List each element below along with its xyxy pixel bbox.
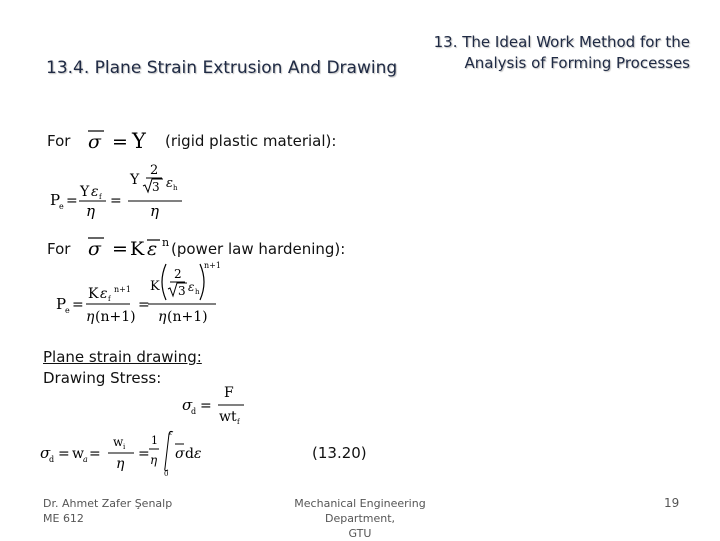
svg-text:wt: wt — [219, 409, 237, 425]
svg-text:σ: σ — [88, 131, 101, 153]
svg-text:ε: ε — [147, 238, 158, 260]
svg-text:1: 1 — [151, 434, 158, 447]
svg-text:ε: ε — [100, 286, 108, 302]
svg-text:η: η — [150, 202, 159, 220]
svg-text:n: n — [162, 236, 170, 249]
svg-text:=: = — [110, 193, 122, 209]
svg-text:ε: ε — [169, 430, 173, 437]
svg-text:Y: Y — [130, 172, 140, 188]
svg-text:n+1: n+1 — [114, 285, 131, 294]
svg-text:e: e — [65, 306, 70, 315]
svg-text:P: P — [56, 295, 67, 313]
svg-text:Y: Y — [80, 184, 90, 200]
footer-author: Dr. Ahmet Zafer Şenalp — [43, 497, 173, 510]
drawing-stress-label: Drawing Stress: — [43, 369, 162, 387]
svg-text:P: P — [50, 191, 61, 209]
footer-department-block — [260, 496, 460, 541]
svg-text:=: = — [58, 446, 70, 462]
svg-text:σ: σ — [175, 446, 185, 462]
drawing-stress-integral — [38, 428, 218, 476]
chapter-title-line2: Analysis of Forming Processes — [464, 54, 690, 72]
svg-text:η: η — [116, 456, 125, 472]
svg-text:(n+1): (n+1) — [167, 309, 208, 325]
footer-course: ME 612 — [43, 512, 84, 525]
rigid-material-note: (rigid plastic material): — [165, 132, 337, 150]
svg-text:=: = — [66, 193, 78, 209]
svg-text:2: 2 — [174, 267, 182, 281]
pressure-formula-power — [54, 258, 234, 330]
svg-text:η: η — [150, 453, 158, 467]
svg-text:w: w — [72, 446, 84, 462]
page-number: 19 — [664, 496, 680, 510]
chapter-title — [390, 32, 690, 74]
svg-text:i: i — [123, 443, 126, 451]
svg-text:=: = — [112, 238, 128, 260]
yield-equation — [84, 122, 164, 156]
footer-department: Mechanical Engineering Department, — [294, 497, 426, 525]
svg-text:2: 2 — [150, 163, 159, 178]
svg-text:ε: ε — [91, 184, 99, 200]
svg-text:σ: σ — [182, 396, 193, 414]
svg-text:K: K — [150, 279, 160, 294]
svg-text:e: e — [59, 202, 64, 211]
svg-text:0: 0 — [164, 470, 169, 476]
power-law-note: (power law hardening): — [171, 240, 346, 258]
svg-text:w: w — [113, 435, 124, 449]
svg-text:σ: σ — [40, 444, 51, 462]
power-law-equation — [84, 228, 174, 262]
svg-text:ε: ε — [188, 280, 195, 294]
footer-author-block — [43, 496, 172, 526]
drawing-stress-formula — [178, 380, 258, 428]
section-title: 13.4. Plane Strain Extrusion And Drawing — [46, 58, 398, 78]
drawing-heading: Plane strain drawing: — [43, 348, 202, 366]
svg-text:η: η — [86, 309, 95, 325]
for-label-rigid: For — [47, 132, 71, 150]
svg-text:η: η — [158, 309, 167, 325]
svg-text:ε: ε — [194, 446, 202, 462]
svg-text:d: d — [185, 446, 194, 462]
svg-text:=: = — [138, 297, 150, 313]
svg-text:h: h — [195, 288, 200, 296]
svg-text:σ: σ — [88, 238, 101, 260]
svg-text:F: F — [224, 385, 234, 401]
svg-text:=: = — [112, 131, 128, 153]
svg-text:η: η — [86, 202, 95, 220]
pressure-formula-rigid — [46, 160, 196, 224]
chapter-title-line1: 13. The Ideal Work Method for the — [433, 33, 690, 51]
svg-text:K: K — [130, 238, 145, 260]
svg-text:=: = — [138, 446, 150, 462]
svg-text:(n+1): (n+1) — [95, 309, 136, 325]
svg-text:f: f — [108, 295, 111, 303]
equation-number: (13.20) — [312, 444, 367, 462]
svg-text:f: f — [99, 193, 102, 201]
svg-text:h: h — [173, 184, 178, 192]
svg-text:3: 3 — [152, 180, 160, 194]
svg-text:d: d — [49, 455, 55, 464]
svg-text:a: a — [83, 455, 88, 464]
svg-text:n+1: n+1 — [204, 261, 221, 270]
svg-text:3: 3 — [178, 284, 186, 298]
svg-text:ε: ε — [166, 176, 173, 191]
footer-university: GTU — [348, 527, 372, 540]
svg-text:=: = — [72, 297, 84, 313]
svg-text:=: = — [89, 446, 101, 462]
svg-text:d: d — [191, 407, 197, 416]
svg-text:=: = — [200, 398, 212, 414]
for-label-power: For — [47, 240, 71, 258]
svg-text:Y: Y — [132, 129, 146, 153]
svg-text:f: f — [237, 418, 240, 426]
svg-text:K: K — [88, 286, 99, 302]
